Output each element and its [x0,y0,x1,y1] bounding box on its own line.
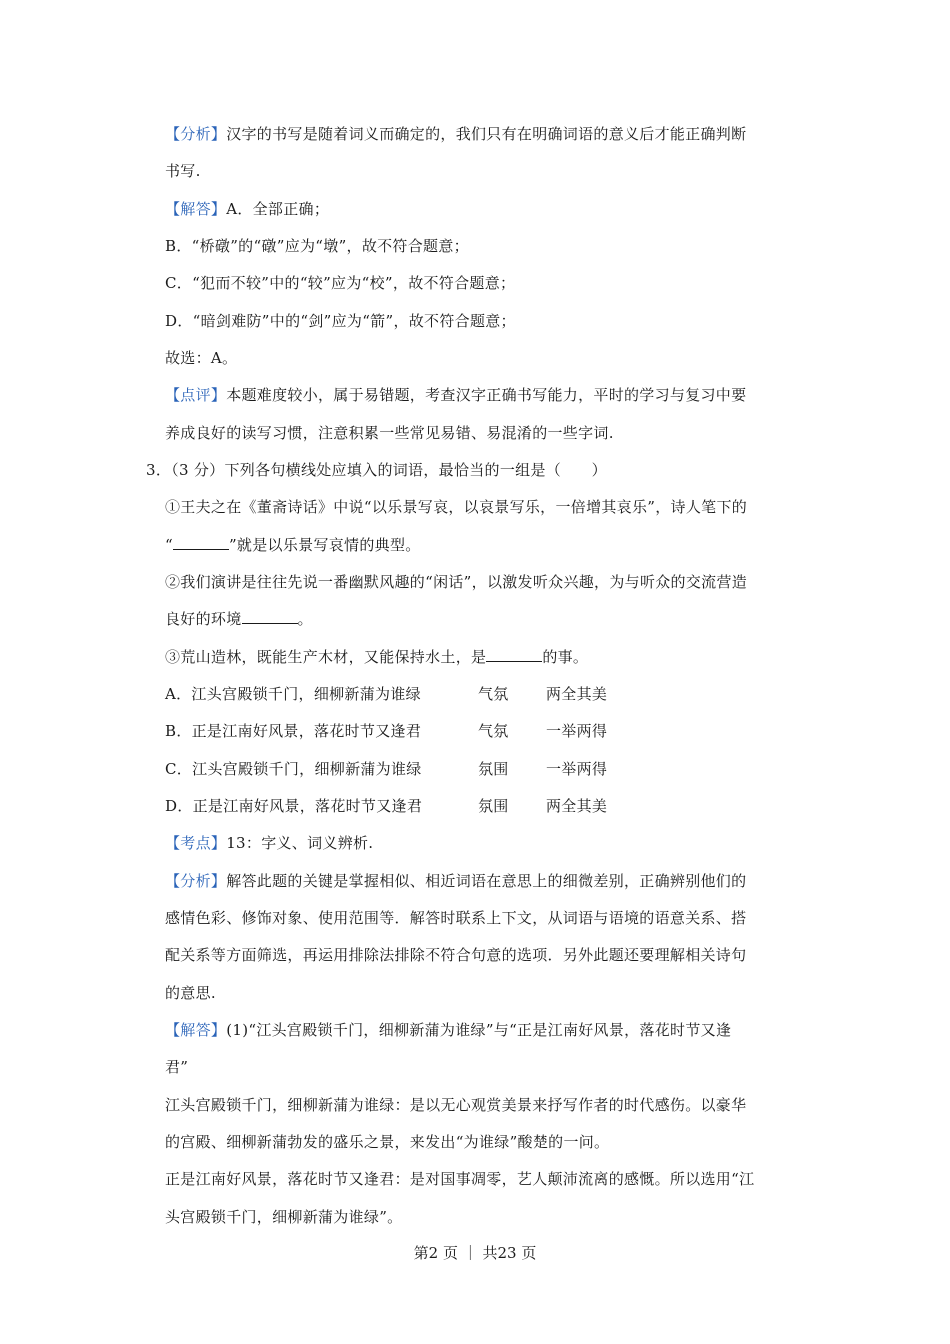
analysis3-line-2: 感情色彩、修饰对象、使用范围等．解答时联系上下文，从词语与语境的语意关系、搭 [165,909,747,927]
answer-line-d: D．“暗剑难防”中的“剑”应为“箭”，故不符合题意； [165,312,516,330]
sentence-1-line-2: “ ”就是以乐景写哀情的典型。 [165,536,421,554]
fill-blank-3 [486,647,542,662]
option-b: B．正是江南好风景，落花时节又逢君 气氛 一举两得 [165,722,608,740]
answer-choice: 故选：A。 [165,349,238,367]
sentence-2-line-2: 良好的环境 。 [165,610,313,628]
fill-blank-1 [173,535,229,550]
analysis-line-1: 【分析】汉字的书写是随着词义而确定的，我们只有在明确词语的意义后才能正确判断 [165,125,747,143]
analysis-tag: 【分析】 [165,125,227,143]
analysis3-tag: 【分析】 [165,872,227,890]
comment-line-2: 养成良好的读写习惯，注意积累一些常见易错、易混淆的一些字词. [165,424,614,442]
answer3-line-2: 君” [165,1058,189,1076]
kaodian-line: 【考点】13：字义、词义辨析. [165,834,374,852]
sentence-1-line-1: ①王夫之在《董斋诗话》中说“以乐景写哀，以哀景写乐，一倍增其哀乐”，诗人笔下的 [165,498,748,516]
answer3-line-3: 江头宫殿锁千门，细柳新蒲为谁绿：是以无心观赏美景来抒写作者的时代感伤。以豪华 [165,1096,747,1114]
sentence-3: ③荒山造林，既能生产木材，又能保持水土，是 的事。 [165,648,589,666]
question-3-stem: 3．（3 分）下列各句横线处应填入的词语，最恰当的一组是（ ） [146,461,607,479]
answer-line-1: 【解答】A．全部正确； [165,200,330,218]
answer-tag: 【解答】 [165,200,227,218]
answer3-line-1: 【解答】(1)“江头宫殿锁千门，细柳新蒲为谁绿”与“正是江南好风景，落花时节又逢 [165,1021,732,1039]
comment-tag: 【点评】 [165,386,227,404]
answer3-tag: 【解答】 [165,1021,227,1039]
sentence-2-line-1: ②我们演讲是往往先说一番幽默风趣的“闲话”，以激发听众兴趣，为与听众的交流营造 [165,573,748,591]
option-c: C．江头宫殿锁千门，细柳新蒲为谁绿 氛围 一举两得 [165,760,608,778]
answer-line-b: B．“桥礅”的“礅”应为“墩”，故不符合题意； [165,237,469,255]
comment-line-1: 【点评】本题难度较小，属于易错题，考查汉字正确书写能力，平时的学习与复习中要 [165,386,747,404]
option-a: A．江头宫殿锁千门，细柳新蒲为谁绿 气氛 两全其美 [165,685,608,703]
option-d: D．正是江南好风景，落花时节又逢君 氛围 两全其美 [165,797,608,815]
answer3-line-4: 的宫殿、细柳新蒲勃发的盛乐之景，来发出“为谁绿”酸楚的一问。 [165,1133,610,1151]
answer3-line-6: 头宫殿锁千门，细柳新蒲为谁绿”。 [165,1208,403,1226]
analysis3-line-1: 【分析】解答此题的关键是掌握相似、相近词语在意思上的细微差别，正确辨别他们的 [165,872,747,890]
analysis3-line-3: 配关系等方面筛选，再运用排除法排除不符合句意的选项．另外此题还要理解相关诗句 [165,946,747,964]
answer3-line-5: 正是江南好风景，落花时节又逢君：是对国事凋零，艺人颠沛流离的感慨。所以选用“江 [165,1170,755,1188]
page-footer: 第2 页 ｜ 共23 页 [413,1244,537,1262]
analysis-line-2: 书写. [165,162,201,180]
answer-line-c: C．“犯而不较”中的“较”应为“校”，故不符合题意； [165,274,516,292]
analysis3-line-4: 的意思. [165,984,216,1002]
kaodian-tag: 【考点】 [165,834,227,852]
fill-blank-2 [242,609,298,624]
